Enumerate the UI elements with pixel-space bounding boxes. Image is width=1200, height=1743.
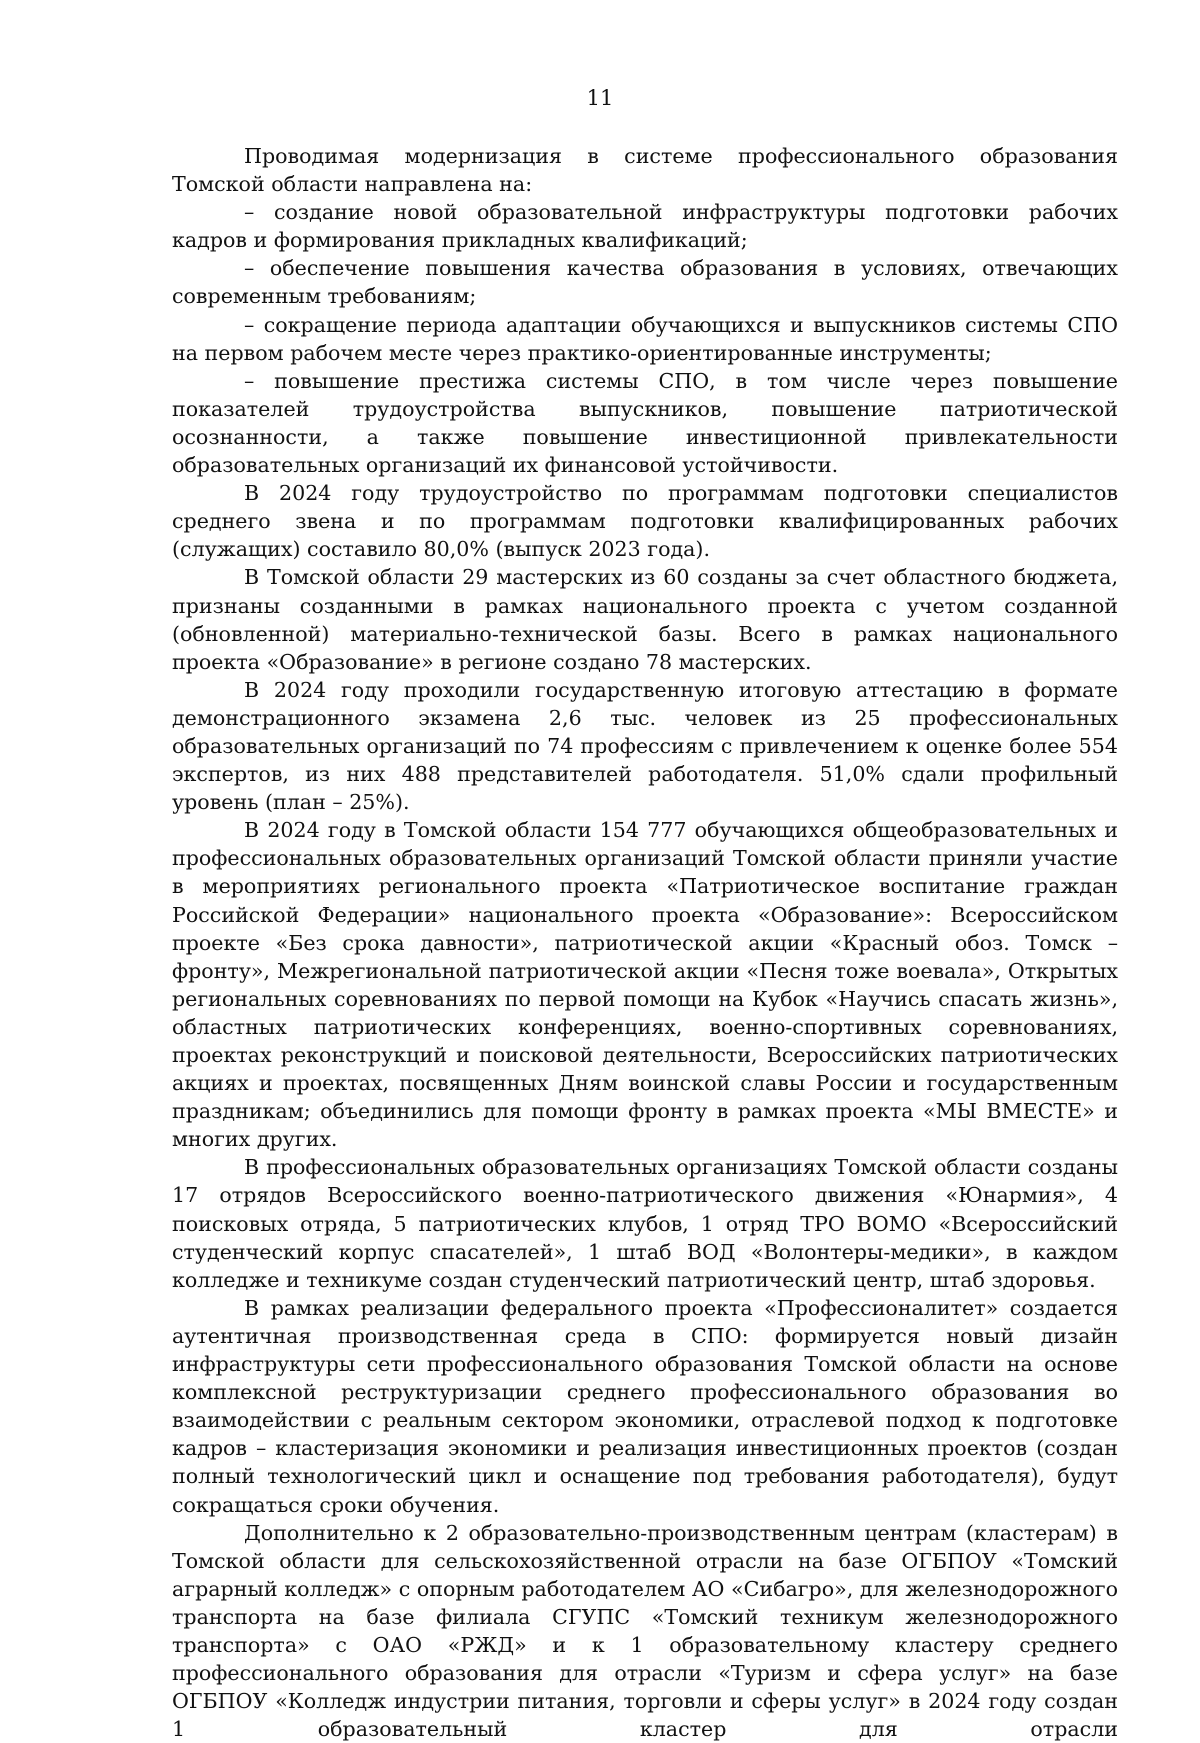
paragraph-clusters: Дополнительно к 2 образовательно-производственным центрам (кластерам) в Томской области для сельскохозяйственной отрасли на базе ОГБПОУ «Томский аграрный колледж» с опорным работодателем АО «Сибагро», для железнодорожного транспорта на базе филиала СГУПС «Томский техникум железнодорожного транспорта» с ОАО «РЖД» и к 1 образовательному кластеру среднего профессионального образования для отрасли «Туризм и сфера услуг» на базе ОГБПОУ «Колледж индустрии питания, торговли и сферы услуг» в 2024 году создан 1 образовательный кластер для отрасли (172, 1520, 1118, 1742)
paragraph-exam: В 2024 году проходили государственную итоговую аттестацию в формате демонстрационного экзамена 2,6 тыс. человек из 25 профессиональных образовательных организаций по 74 профессиям с привлечением к оценке более 554 экспертов, из них 488 представителей работодателя. 51,0% сдали профильный уровень (план – 25%). (172, 677, 1118, 815)
paragraph-workshops: В Томской области 29 мастерских из 60 созданы за счет областного бюджета, признаны созданными в рамках национального проекта с учетом созданной (обновленной) материально-технической базы. Всего в рамках национального проекта «Образование» в регионе создано 78 мастерских. (172, 565, 1118, 674)
paragraph-intro: Проводимая модернизация в системе профессионального образования Томской области направлена на: (172, 144, 1118, 197)
list-item-quality: – обеспечение повышения качества образования в условиях, отвечающих современным требованиям; (172, 256, 1118, 309)
paragraph-patriotic: В 2024 году в Томской области 154 777 обучающихся общеобразовательных и профессиональных образовательных организаций Томской области приняли участие в мероприятиях регионального проекта «Патриотическое воспитание граждан Российской Федерации» национального проекта «Образование»: Всероссийском проекте «Без срока давности», патриотической акции «Красный обоз. Томск – фронту», Межрегиональной патриотической акции «Песня тоже воевала», Открытых региональных соревнованиях по первой помощи на Кубок «Научись спасать жизнь», областных патриотических конференциях, военно-спортивных соревнованиях, проектах реконструкций и поисковой деятельности, Всероссийских патриотических акциях и проектах, посвященных Дням воинской славы России и государственным праздникам; объединились для помощи фронту в рамках проекта «МЫ ВМЕСТЕ» и многих других. (172, 818, 1118, 1152)
paragraph-detachments: В профессиональных образовательных организациях Томской области созданы 17 отрядов Всероссийского военно-патриотического движения «Юнармия», 4 поисковых отряда, 5 патриотических клубов, 1 отряд ТРО ВОМО «Всероссийский студенческий корпус спасателей», 1 штаб ВОД «Волонтеры-медики», в каждом колледже и техникуме создан студенческий патриотический центр, штаб здоровья. (172, 1155, 1118, 1292)
list-item-adaptation: – сокращение периода адаптации обучающихся и выпускников системы СПО на первом рабочем месте через практико-ориентированные инструменты; (172, 312, 1118, 365)
page-number: 11 (586, 86, 614, 110)
list-item-prestige: – повышение престижа системы СПО, в том числе через повышение показателей трудоустройства выпускников, повышение патриотической осознанности, а также повышение инвестиционной привлекательности образовательных организаций их финансовой устойчивости. (172, 368, 1118, 478)
list-item-infrastructure: – создание новой образовательной инфраструктуры подготовки рабочих кадров и формирования прикладных квалификаций; (172, 200, 1118, 253)
paragraph-professionalitet: В рамках реализации федерального проекта «Профессионалитет» создается аутентичная производственная среда в СПО: формируется новый дизайн инфраструктуры сети профессионального образования Томской области на основе комплексной реструктуризации среднего профессионального образования во взаимодействии с реальным сектором экономики, отраслевой подход к подготовке кадров – кластеризация экономики и реализация инвестиционных проектов (создан полный технологический цикл и оснащение под требования работодателя), будут сокращаться сроки обучения. (172, 1295, 1118, 1517)
paragraph-employment: В 2024 году трудоустройство по программам подготовки специалистов среднего звена и по программам подготовки квалифицированных рабочих (служащих) составило 80,0% (выпуск 2023 года). (172, 481, 1118, 562)
document-body (172, 142, 1118, 1743)
